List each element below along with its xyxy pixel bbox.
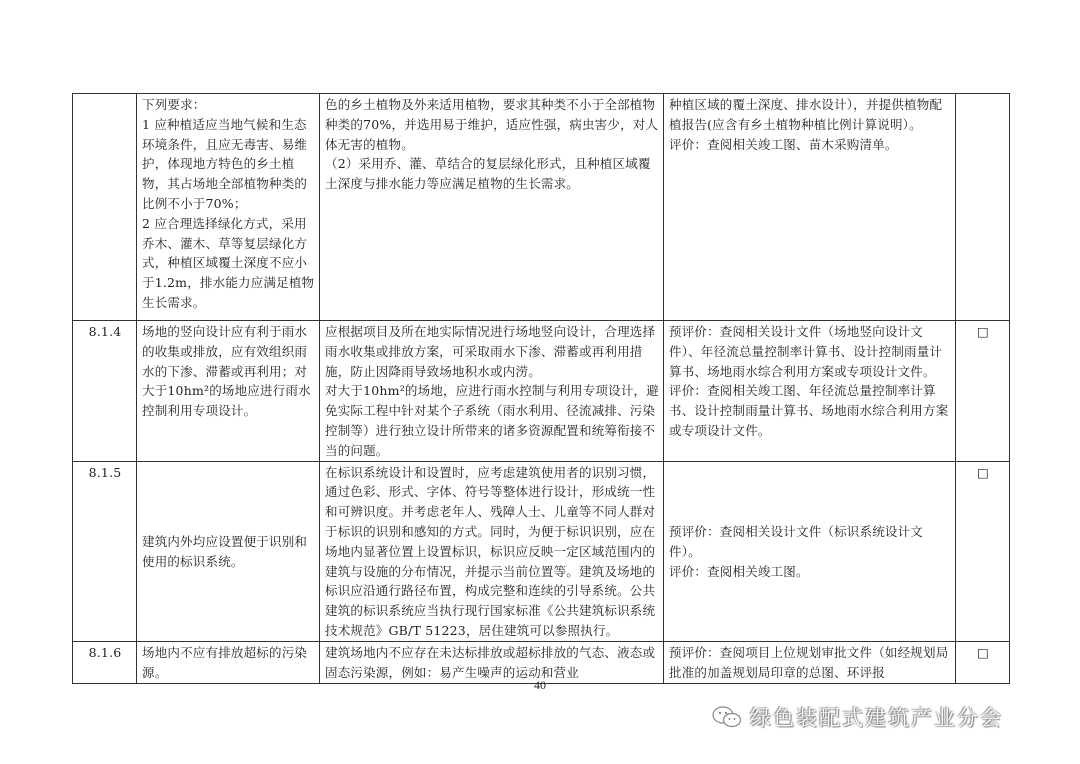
evaluation-cell [664,461,956,641]
watermark-text: 绿色装配式建筑产业分会 [750,706,1003,730]
check-cell [956,641,1010,683]
evaluation-text: 评价：查阅相关竣工图、苗木采购清单。 [669,136,898,152]
table-body [73,94,1010,684]
requirement-cell [137,94,320,321]
table-row [73,461,1010,641]
requirement-cell [137,461,320,641]
evaluation-text: 预评价：查阅项目上位规划审批文件（如经规划局批准的加盖规划局印章的总图、环评报 [669,644,949,680]
explanation-cell [320,641,664,683]
evaluation-text: 评价：查阅相关竣工图、年径流总量控制率计算书、设计控制雨量计算书、场地雨水综合利用方案或专项设计文件。 [669,383,949,438]
evaluation-cell [664,641,956,683]
evaluation-text: 预评价：查阅相关设计文件（标识系统设计文件）。 [669,523,924,559]
check-cell [956,94,1010,321]
requirement-text: 1 应种植适应当地气候和生态环境条件，且应无毒害、易维护，体现地方特色的乡土植物，其占场地全部植物种类的比例不小于70%； [142,116,308,211]
explanation-text: 对大于10hm²的场地，应进行雨水控制与利用专项设计，避免实际工程中针对某个子系统（雨水利用、径流减排、污染控制等）进行独立设计所带来的诸多资源配置和统筹衔接不当的问题。 [325,383,659,458]
table-row [73,321,1010,462]
requirement-cell [137,321,320,462]
requirement-text: 下列要求： [142,97,206,112]
wechat-icon [712,705,742,729]
clause-id: 8.1.5 [73,461,137,641]
page-number: 40 [534,678,546,692]
clause-id: 8.1.4 [73,321,137,462]
explanation-text: 色的乡土植物及外来适用植物，要求其种类不小于全部植物种类的70%，并选用易于维护，适应性强，病虫害少，对人体无害的植物。 [325,97,659,152]
standard-table [72,93,1010,684]
explanation-text: 在标识系统设计和设置时，应考虑建筑使用者的识别习惯，通过色彩、形式、字体、符号等整体进行设计，形成统一性和可辨识度。并考虑老年人、残障人士、儿童等不同人群对于标识的识别和感知的方式。同时，为便于标识识别，应在场地内显著位置上设置标识，标识应反映一定区域范围内的建筑与设施的分布情况，并提示当前位置等。建筑及场地的标识应沿通行路径布置，构成完整和连续的引导系统。公共建筑的标识系统应当执行现行国家标准《公共建筑标识系统技术规范》GB/T 51223，居住建筑可以参照执行。 [325,464,656,638]
explanation-cell [320,321,664,462]
requirement-text: 2 应合理选择绿化方式，采用乔木、灌木、草等复层绿化方式，种植区域覆土深度不应小于1.2m，排水能力应满足植物生长需求。 [142,215,315,310]
explanation-text: （2）采用乔、灌、草结合的复层绿化形式，且种植区域覆土深度与排水能力等应满足植物的生长需求。 [325,156,651,192]
evaluation-cell [664,94,956,321]
evaluation-text: 预评价：查阅相关设计文件（场地竖向设计文件）、年径流总量控制率计算书、设计控制雨量计算书、场地雨水综合利用方案或专项设计文件。 [669,324,943,379]
checkbox-glyph: □ [976,464,989,480]
evaluation-text: 评价：查阅相关竣工图。 [669,563,809,579]
explanation-cell [320,94,664,321]
clause-id [73,94,137,321]
explanation-text: 建筑场地内不应存在未达标排放或超标排放的气态、液态或固态污染源，例如：易产生噪声的运动和营业 [325,644,656,680]
requirement-text: 建筑内外均应设置便于识别和使用的标识系统。 [142,533,308,569]
explanation-cell [320,461,664,641]
requirement-cell [137,641,320,683]
table-row [73,94,1010,321]
table-row [73,641,1010,683]
evaluation-text: 种植区域的覆土深度、排水设计），并提供植物配植报告(应含有乡土植物种植比例计算说明）。 [669,97,943,132]
check-cell [956,321,1010,462]
explanation-text: 应根据项目及所在地实际情况进行场地竖向设计，合理选择雨水收集或排放方案，可采取雨水下渗、滞蓄或再利用措施，防止因降雨导致场地积水或内涝。 [325,324,656,379]
checkbox-glyph: □ [976,324,989,339]
evaluation-cell [664,321,956,462]
check-cell [956,461,1010,641]
requirement-text: 场地内不应有排放超标的污染源。 [142,644,308,680]
watermark [712,702,1003,732]
clause-id: 8.1.6 [73,641,137,683]
checkbox-glyph: □ [976,644,989,660]
requirement-text: 场地的竖向设计应有利于雨水的收集或排放，应有效组织雨水的下渗、滞蓄或再利用；对大于10hm²的场地应进行雨水控制利用专项设计。 [142,324,311,419]
